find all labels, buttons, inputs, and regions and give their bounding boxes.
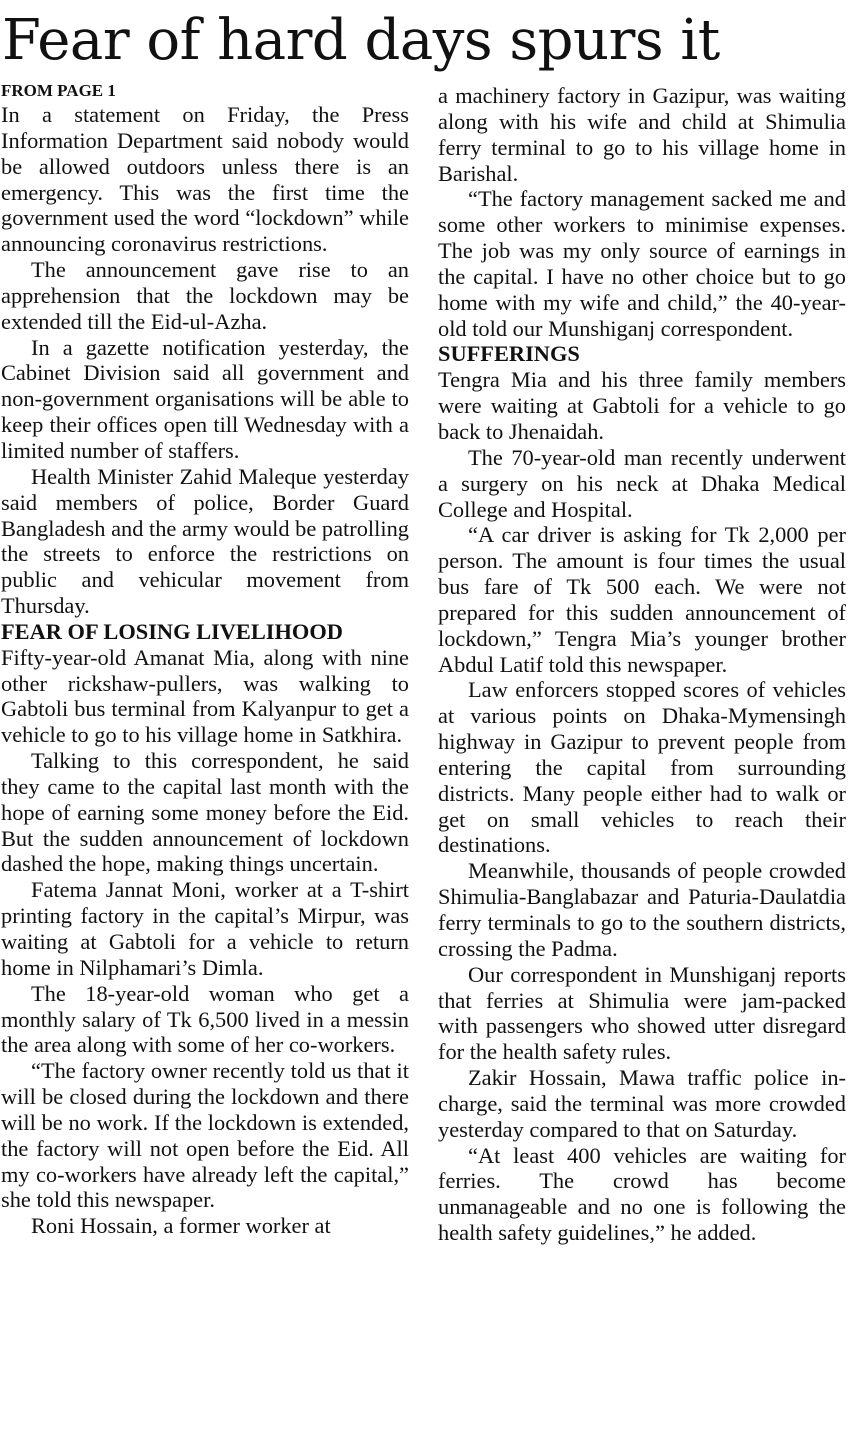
paragraph: “The factory owner recently told us that it will be closed during the lockdown and there will be no work. If the lockdown is extended, the factory will not open before the Eid. All my co-workers have already left the capital,” she told this newspaper. [1, 1058, 409, 1213]
paragraph: The 18-year-old woman who get a monthly salary of Tk 6,500 lived in a messin the area along with some of her co-workers. [1, 980, 409, 1058]
subhead-sufferings: SUFFERINGS [438, 341, 580, 367]
paragraph: Roni Hossain, a former worker at [31, 1213, 331, 1239]
subhead-fear-of-losing-livelihood: FEAR OF LOSING LIVELIHOOD [1, 618, 343, 644]
paragraph: The announcement gave rise to an apprehension that the lockdown may be extended till the Eid-ul-Azha. [1, 257, 409, 334]
paragraph: The 70-year-old man recently underwent a surgery on his neck at Dhaka Medical College and Hospital. [438, 444, 846, 522]
paragraph: “The factory management sacked me and some other workers to minimise expenses. The job was my only source of earnings in the capital. I have no other choice but to go home with my wife and child,” the 40-year-old told our Munshiganj correspondent. [438, 186, 846, 341]
paragraph: Meanwhile, thousands of people crowded Shimulia-Banglabazar and Paturia-Daulatdia ferry terminals to go to the southern districts, crossing the Padma. [438, 858, 846, 961]
from-page-kicker: FROM PAGE 1 [1, 81, 116, 100]
paragraph: Talking to this correspondent, he said they came to the capital last month with the hope of earning some money before the Eid. But the sudden announcement of lockdown dashed the hope, making things uncertain. [1, 748, 409, 877]
paragraph: “At least 400 vehicles are waiting for ferries. The crowd has become unmanageable and no one is following the health safety guidelines,” he added. [438, 1142, 846, 1246]
paragraph: In a gazette notification yesterday, the Cabinet Division said all government and non-government organisations will be able to keep their offices open till Wednesday with a limited number of staffers. [1, 334, 409, 463]
paragraph: a machinery factory in Gazipur, was waiting along with his wife and child at Shimulia ferry terminal to go to his village home in Barishal. [438, 83, 846, 186]
paragraph: Fifty-year-old Amanat Mia, along with nine other rickshaw-pullers, was walking to Gabtoli bus terminal from Kalyanpur to get a vehicle to go to his village home in Satkhira. [1, 644, 409, 748]
paragraph: Fatema Jannat Moni, worker at a T-shirt printing factory in the capital’s Mirpur, was waiting at Gabtoli for a vehicle to return home in Nilphamari’s Dimla. [1, 877, 409, 980]
paragraph: Our correspondent in Munshiganj reports that ferries at Shimulia were jam-packed with passengers who showed utter disregard for the health safety rules. [438, 961, 846, 1065]
paragraph: Tengra Mia and his three family members were waiting at Gabtoli for a vehicle to go back to Jhenaidah. [438, 367, 846, 444]
left-column [1, 80, 409, 1239]
paragraph: Law enforcers stopped scores of vehicles at various points on Dhaka-Mymensingh highway in Gazipur to prevent people from entering the capital from surrounding districts. Many people either had to walk or get on small vehicles to reach their destinations. [438, 677, 846, 858]
right-column [438, 83, 846, 1246]
paragraph: Zakir Hossain, Mawa traffic police in-charge, said the terminal was more crowded yesterday compared to that on Saturday. [438, 1065, 846, 1142]
headline: Fear of hard days spurs it [2, 8, 720, 73]
paragraph: In a statement on Friday, the Press Information Department said nobody would be allowed outdoors unless there is an emergency. This was the first time the government used the word “lockdown” while announcing coronavirus restrictions. [1, 102, 409, 257]
paragraph: Health Minister Zahid Maleque yesterday said members of police, Border Guard Bangladesh and the army would be patrolling the streets to enforce the restrictions on public and vehicular movement from Thursday. [1, 463, 409, 619]
paragraph: “A car driver is asking for Tk 2,000 per person. The amount is four times the usual bus fare of Tk 500 each. We were not prepared for this sudden announcement of lockdown,” Tengra Mia’s younger brother Abdul Latif told this newspaper. [438, 522, 846, 677]
